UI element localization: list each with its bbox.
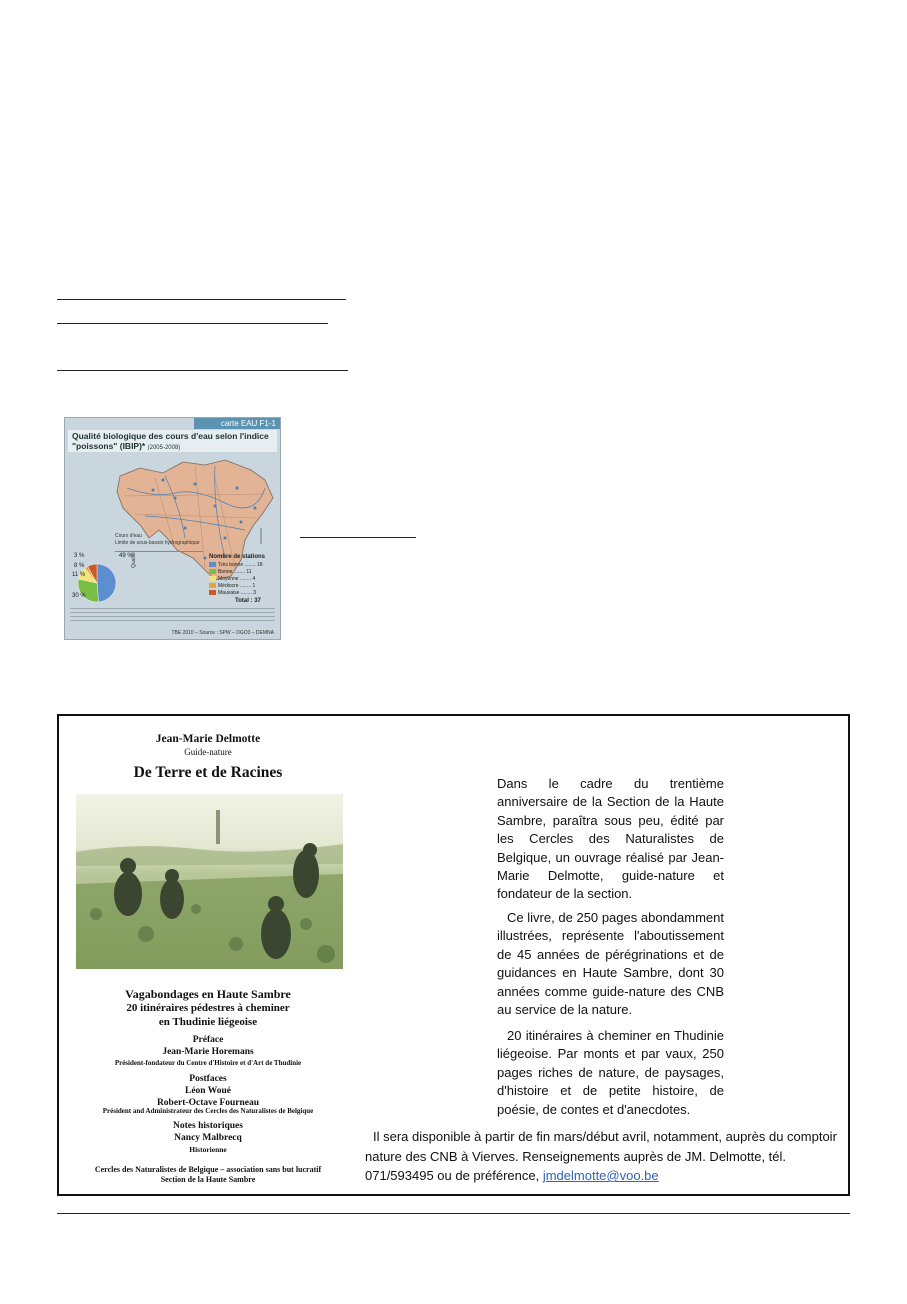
preface-label: Préface [192, 1035, 224, 1045]
legend-axis: Qualité [131, 552, 137, 568]
pie-label-8: 8 % [74, 563, 85, 569]
description-text-2: Ce livre, de 250 pages abondamment illustrées, représente l'aboutissement de 45 années de pérégrinations et de guidances en Haute Sambre, dont 30 années comme guide-nature des CNB au service de la nature. [497, 910, 724, 1018]
legend-basin: Limite de sous-bassin hydrographique [115, 540, 200, 546]
water-quality-map [64, 417, 281, 640]
book-subtitle-3: en Thudinie liégeoise [158, 1016, 258, 1028]
book-author-role: Guide-nature [184, 747, 232, 757]
notes-name: Nancy Malbrecq [174, 1133, 242, 1143]
blank-rule-1 [57, 299, 346, 300]
legend-label: Mauvaise ........ 3 [218, 590, 257, 596]
preface-name: Jean-Marie Horemans [162, 1047, 254, 1057]
legend-total: Total : 37 [235, 598, 261, 604]
harvest-scene-image [76, 794, 343, 969]
postface-label: Postfaces [189, 1074, 227, 1084]
legend-row [209, 590, 256, 596]
map-title-text: Qualité biologique des cours d'eau selon l'indice "poissons" (IBIP)* [72, 431, 269, 451]
preface-role: Président-fondateur du Centre d'Histoire et d'Art de Thudinie [114, 1059, 302, 1067]
map-footnote [70, 608, 275, 622]
pie-label-30: 30 % [72, 593, 86, 599]
legend-row [209, 569, 252, 575]
legend-swatch [209, 576, 216, 581]
caption-rule [300, 537, 416, 538]
notes-label: Notes historiques [173, 1121, 243, 1131]
availability-text: Il sera disponible à partir de fin mars/début avril, notamment, auprès du comptoir nature des CNB à Vierves. Renseignements auprès de JM. Delmotte, tél. 071/593495 ou de préférence, [365, 1129, 837, 1184]
book-title: De Terre et de Racines [133, 764, 283, 781]
map-title [72, 431, 276, 453]
legend-rivers: Cours d'eau [115, 533, 142, 539]
footer-rule [57, 1213, 850, 1214]
blank-rule-2 [57, 323, 328, 324]
postface-role: Président and Administrateur des Cercles des Naturalistes de Belgique [102, 1107, 314, 1115]
map-tag: carte EAU F1-1 [194, 418, 280, 429]
legend-label: Moyenne ........ 4 [218, 576, 256, 582]
book-author: Jean-Marie Delmotte [155, 733, 261, 745]
postface-name-1: Léon Woué [184, 1086, 231, 1096]
blank-rule-3 [57, 370, 348, 371]
legend-row [209, 576, 255, 582]
legend-label: Bonne ........ 11 [218, 569, 252, 575]
pie-label-3: 3 % [74, 553, 85, 559]
legend-swatch [209, 562, 216, 567]
legend-swatch [209, 583, 216, 588]
availability-paragraph [365, 1127, 840, 1186]
description-text-3: 20 itinéraires à cheminer en Thudinie liégeoise. Par monts et par vaux, 250 pages riches de nature, de paysages, d'histoire et de petite histoire, de poésie, de contes et d'anecdotes. [497, 1028, 724, 1117]
publisher-line-2: Section de la Haute Sambre [160, 1175, 256, 1184]
email-link[interactable]: jmdelmotte@voo.be [542, 1168, 659, 1184]
legend-row [209, 562, 263, 568]
legend-label: Très bonne ........ 18 [218, 562, 263, 568]
book-cover-photo [76, 794, 343, 969]
legend-divider [115, 551, 203, 552]
postface-name-2: Robert-Octave Fourneau [156, 1098, 260, 1108]
legend-swatch [209, 569, 216, 574]
map-period: (2005-2008) [147, 445, 181, 451]
notes-role: Historienne [189, 1145, 227, 1154]
pie-label-11: 11 % [72, 572, 86, 578]
description-paragraph-3 [497, 1027, 724, 1119]
book-subtitle-1: Vagabondages en Haute Sambre [125, 987, 291, 1001]
pie-label-49: 49 % [119, 553, 133, 559]
description-paragraph-2 [497, 909, 724, 1019]
description-paragraph-1 [497, 775, 724, 904]
legend-title: Nombre de stations [209, 554, 266, 560]
publisher-line-1: Cercles des Naturalistes de Belgique – association sans but lucratif [94, 1165, 322, 1174]
book-subtitle-2: 20 itinéraires pédestres à cheminer [126, 1002, 290, 1014]
legend-label: Médiocre ........ 1 [218, 583, 256, 589]
legend-row [209, 583, 255, 589]
description-text-1: Dans le cadre du trentième anniversaire de la Section de la Haute Sambre, paraîtra sous peu, édité par les Cercles des Naturalistes de Belgique, un ouvrage réalisé par Jean-Marie Delmotte, guide-nature et fondateur de la section. [497, 776, 724, 902]
legend-swatch [209, 590, 216, 595]
map-source: TBE 2010 – Source : SPW – DGO3 – DEMNA [171, 630, 274, 636]
